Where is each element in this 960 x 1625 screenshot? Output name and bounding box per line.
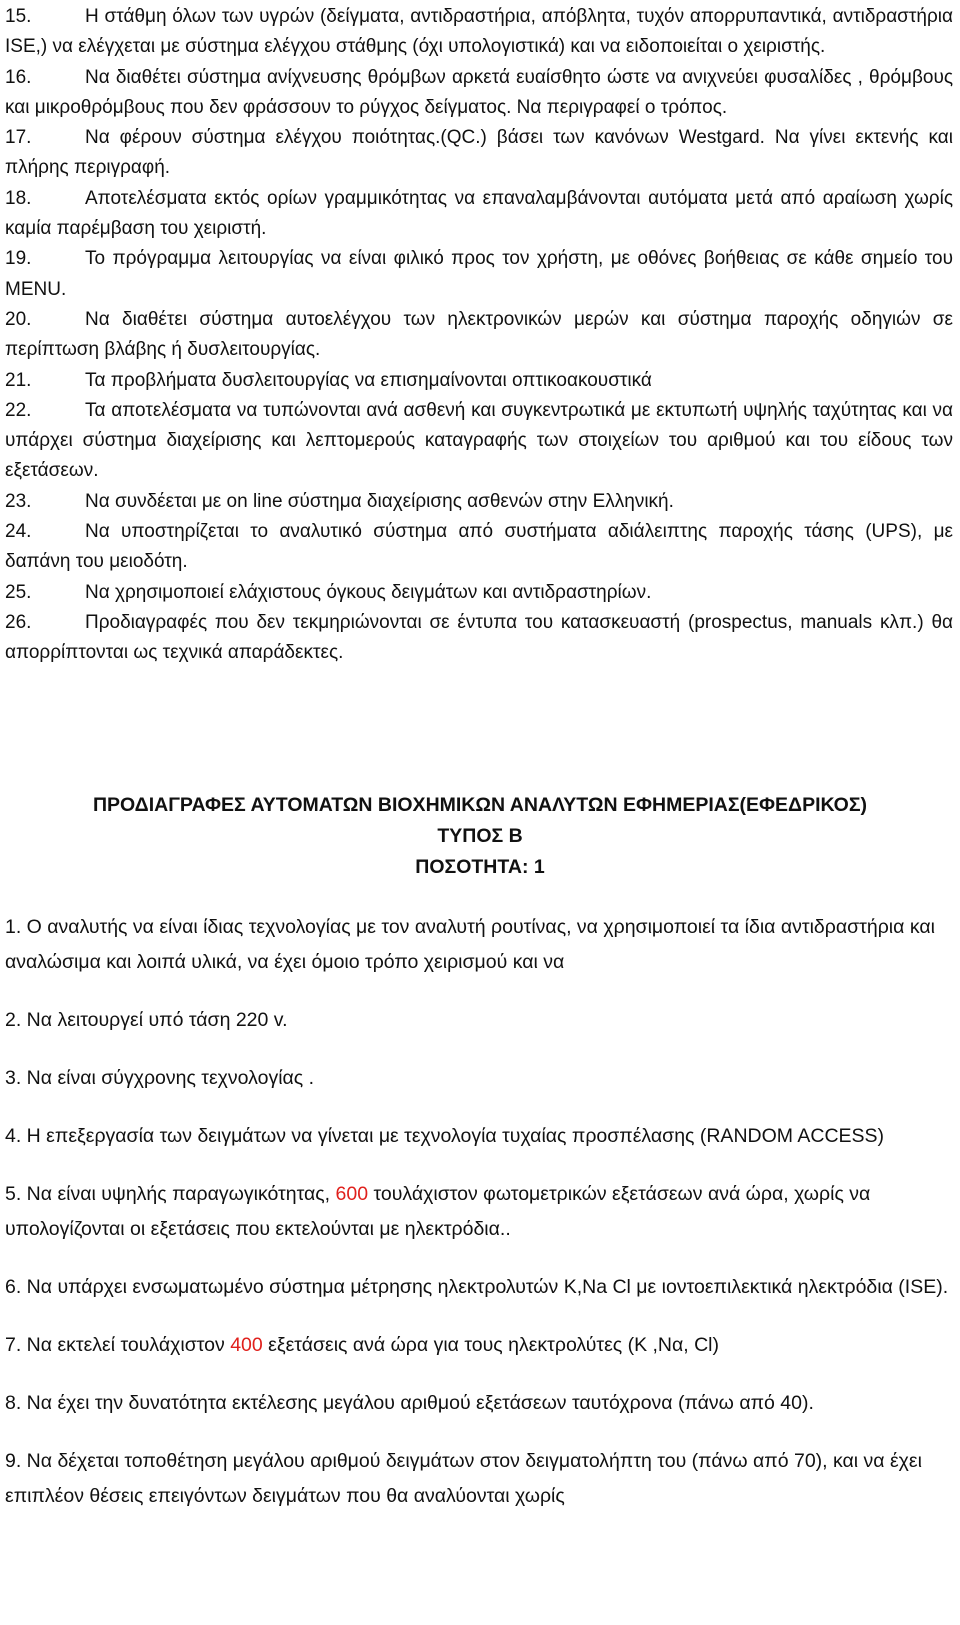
list-item [5, 2, 953, 63]
list-item [5, 366, 953, 396]
list-item [5, 578, 953, 608]
spec-text: 5. Να είναι υψηλής παραγωγικότητας, [5, 1183, 336, 1205]
item-number: 15. [5, 6, 32, 27]
list-item [5, 244, 953, 305]
item-number: 23. [5, 490, 32, 512]
list-item [5, 305, 953, 366]
item-text: Τα προβλήματα δυσλειτουργίας να επισημαίνονται οπτικοακουστικά [85, 369, 652, 391]
list-item [5, 517, 953, 578]
spec-list [5, 910, 953, 1537]
list-item [5, 396, 953, 487]
spec-item-4: 4. Η επεξεργασία των δειγμάτων να γίνεται με τεχνολογία τυχαίας προσπέλασης (RANDOM ACCESS) [5, 1125, 885, 1147]
spec-item-3: 3. Να είναι σύγχρονης τεχνολογίας . [5, 1067, 315, 1089]
item-text: Να φέρουν σύστημα ελέγχου ποιότητας.(QC.) βάσει των κανόνων Westgard. Να γίνει εκτενής και πλήρης περιγραφή. [5, 127, 953, 179]
spec-item-5 [5, 1177, 953, 1247]
heading-title: ΠΡΟΔΙΑΓΡΑΦΕΣ ΑΥΤΟΜΑΤΩΝ ΒΙΟΧΗΜΙΚΩΝ ΑΝΑΛΥΤΩΝ ΕΦΗΜΕΡΙΑΣ(ΕΦΕΔΡΙΚΟΣ) [92, 794, 868, 816]
list-item [5, 487, 953, 517]
spec-text: τουλάχιστον φωτομετρικών εξετάσεων ανά ώρα, χωρίς να υπολογίζονται οι εξετάσεις που εκτελούνται με ηλεκτρόδια.. [5, 1183, 871, 1240]
item-text: Αποτελέσματα εκτός ορίων γραμμικότητας να επαναλαμβάνονται αυτόματα μετά από αραίωση χωρίς καμία παρέμβαση του χειριστή. [5, 187, 953, 240]
heading-quantity: ΠΟΣΟΤΗΤΑ: 1 [415, 856, 545, 878]
item-number: 16. [5, 66, 32, 88]
item-number: 18. [5, 187, 32, 209]
list-item [5, 184, 953, 245]
section-heading [0, 790, 960, 883]
item-number: 24. [5, 521, 32, 543]
spec-item-2: 2. Να λειτουργεί υπό τάση 220 v. [5, 1009, 288, 1031]
numbered-spec-list [5, 2, 953, 669]
item-number: 17. [5, 127, 32, 149]
spec-item-9: 9. Να δέχεται τοποθέτηση μεγάλου αριθμού δειγμάτων στον δειγματολήπτη του (πάνω από 70), και να έχει επιπλέον θέσεις επειγόντων δειγμάτων που θα αναλύονται χωρίς [5, 1450, 922, 1507]
heading-type: ΤΥΠΟΣ Β [437, 825, 523, 847]
item-text: Να υποστηρίζεται το αναλυτικό σύστημα από συστήματα αδιάλειπτης παροχής τάσης (UPS), με δαπάνη του μειοδότη. [5, 521, 953, 573]
highlighted-number: 400 [230, 1334, 263, 1356]
list-item [5, 608, 953, 669]
list-item [5, 63, 953, 124]
item-text: Το πρόγραμμα λειτουργίας να είναι φιλικό προς τον χρήστη, με οθόνες βοήθειας σε κάθε σημείο του MENU. [5, 248, 953, 300]
item-text: Να διαθέτει σύστημα αυτοελέγχου των ηλεκτρονικών μερών και σύστημα παροχής οδηγιών σε περίπτωση βλάβης ή δυσλειτουργίας. [5, 308, 953, 361]
item-number: 22. [5, 399, 32, 421]
spec-text: εξετάσεις ανά ώρα για τους ηλεκτρολύτες (K ,Να, Cl) [262, 1334, 720, 1356]
list-item [5, 123, 953, 184]
item-number: 20. [5, 308, 32, 330]
spec-item-7 [5, 1328, 953, 1363]
highlighted-number: 600 [335, 1183, 369, 1205]
spec-item-8: 8. Να έχει την δυνατότητα εκτέλεσης μεγάλου αριθμού εξετάσεων ταυτόχρονα (πάνω από 40). [5, 1392, 814, 1414]
item-number: 26. [5, 611, 32, 633]
item-number: 19. [5, 248, 32, 270]
item-text: Να συνδέεται με on line σύστημα διαχείρισης ασθενών στην Ελληνική. [85, 490, 674, 512]
item-text: Να χρησιμοποιεί ελάχιστους όγκους δειγμάτων και αντιδραστηρίων. [85, 581, 652, 603]
spec-item-6: 6. Να υπάρχει ενσωματωμένο σύστημα μέτρησης ηλεκτρολυτών K,Na Cl με ιοντοεπιλεκτικά ηλεκτρόδια (ISE). [5, 1276, 949, 1298]
item-number: 21. [5, 369, 32, 391]
item-text: Τα αποτελέσματα να τυπώνονται ανά ασθενή και συγκεντρωτικά με εκτυπωτή υψηλής ταχύτητας και να υπάρχει σύστημα διαχείρισης και λεπτομερούς καταγραφής των στοιχείων του αριθμού και του είδους των εξετάσεων. [5, 399, 953, 482]
item-text: Προδιαγραφές που δεν τεκμηριώνονται σε έντυπα του κατασκευαστή (prospectus, manuals κλπ.) θα απορρίπτονται ως τεχνικά απαράδεκτες. [5, 611, 953, 664]
item-text: Η στάθμη όλων των υγρών (δείγματα, αντιδραστήρια, απόβλητα, τυχόν απορρυπαντικά, αντιδραστήρια ISE,) να ελέγχεται με σύστημα ελέγχου στάθμης (όχι υπολογιστικά) και να ειδοποιείται ο χειριστής. [5, 6, 953, 58]
spec-item-1: 1. Ο αναλυτής να είναι ίδιας τεχνολογίας με τον αναλυτή ρουτίνας, να χρησιμοποιεί τα ίδια αντιδραστήρια και αναλώσιμα και λοιπά υλικά, να έχει όμοιο τρόπο χειρισμού και να [5, 916, 935, 973]
spec-text: 7. Να εκτελεί τουλάχιστον [5, 1334, 231, 1356]
item-text: Να διαθέτει σύστημα ανίχνευσης θρόμβων αρκετά ευαίσθητο ώστε να ανιχνεύει φυσαλίδες , θρόμβους και μικροθρόμβους που δεν φράσσουν το ρύγχος δείγματος. Να περιγραφεί ο τρόπος. [5, 66, 953, 118]
item-number: 25. [5, 581, 32, 603]
